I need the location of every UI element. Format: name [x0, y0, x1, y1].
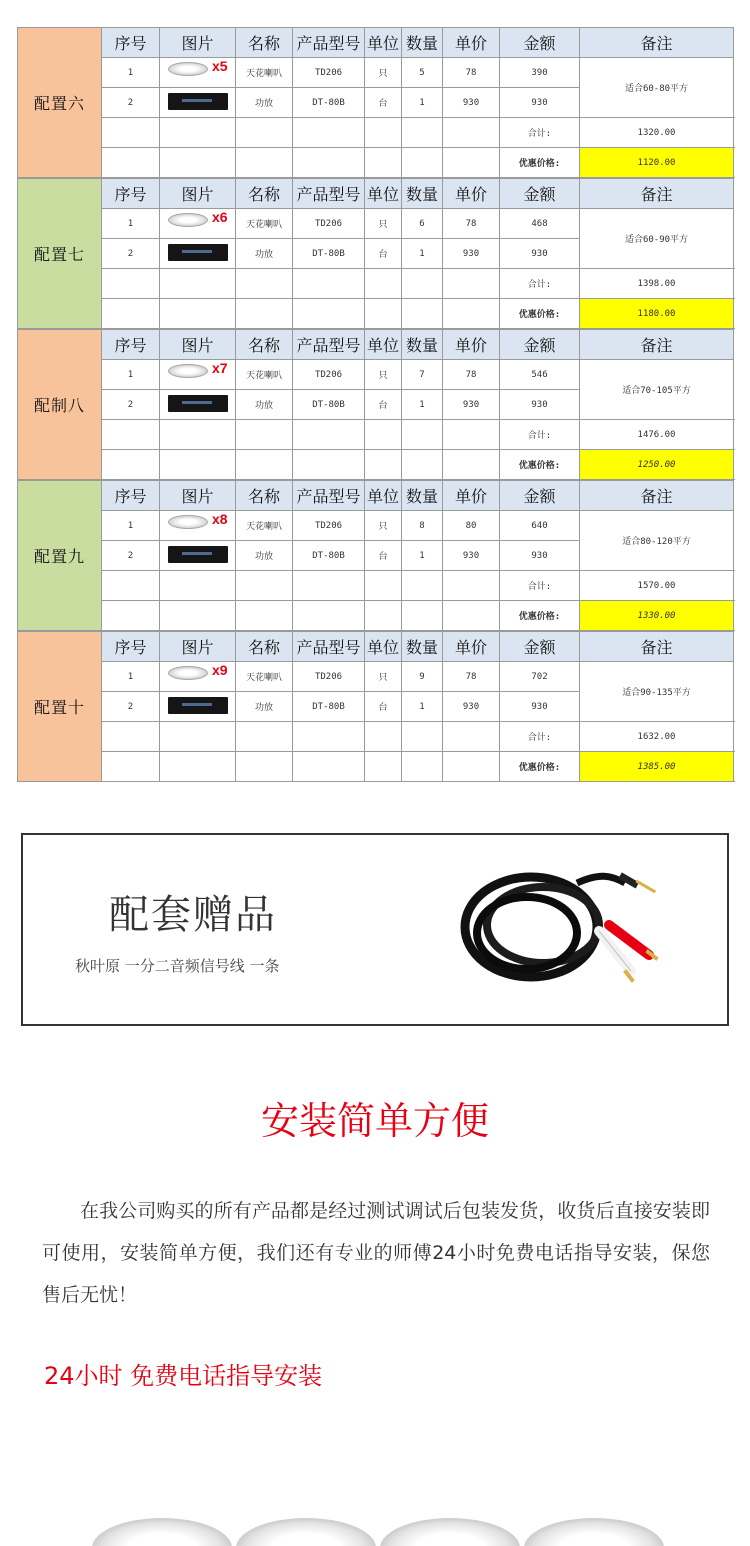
column-header: 名称 [236, 481, 293, 511]
column-header: 数量 [402, 632, 443, 662]
empty-cell [443, 722, 500, 752]
empty-cell [402, 299, 443, 329]
amplifier-thumbnail [168, 697, 228, 714]
config-label: 配置九 [18, 481, 102, 631]
empty-cell [236, 722, 293, 752]
discount-price: 1385.00 [580, 752, 734, 782]
empty-cell [102, 118, 160, 148]
item-unit-price: 930 [443, 239, 500, 269]
empty-cell [102, 601, 160, 631]
ceiling-speaker-thumbnail [168, 515, 208, 529]
empty-cell [102, 299, 160, 329]
empty-cell [160, 148, 236, 178]
item-index: 2 [102, 88, 160, 118]
empty-cell [293, 601, 365, 631]
column-header: 数量 [402, 481, 443, 511]
amplifier-thumbnail [168, 244, 228, 261]
empty-cell [293, 148, 365, 178]
quantity-badge: x9 [212, 662, 228, 678]
item-amount: 390 [500, 58, 580, 88]
empty-cell [236, 450, 293, 480]
empty-cell [293, 722, 365, 752]
config-label: 配置七 [18, 179, 102, 329]
column-header: 备注 [580, 28, 734, 58]
empty-cell [160, 752, 236, 782]
empty-cell [443, 148, 500, 178]
item-index: 1 [102, 58, 160, 88]
item-image-cell [160, 88, 236, 118]
ceiling-speaker-gallery [0, 1508, 750, 1546]
item-unit-price: 80 [443, 511, 500, 541]
config-table [17, 480, 734, 631]
empty-cell [236, 299, 293, 329]
empty-cell [160, 420, 236, 450]
item-name: 天花喇叭 [236, 511, 293, 541]
config-label: 配置十 [18, 632, 102, 782]
item-quantity: 6 [402, 209, 443, 239]
item-unit: 只 [365, 511, 402, 541]
empty-cell [443, 571, 500, 601]
ceiling-speaker-thumbnail [168, 666, 208, 680]
speaker-photo [92, 1518, 232, 1546]
column-header: 金额 [500, 28, 580, 58]
item-model: TD206 [293, 209, 365, 239]
item-image-cell [160, 209, 236, 239]
item-unit-price: 930 [443, 88, 500, 118]
item-index: 1 [102, 511, 160, 541]
subtotal-value: 1570.00 [580, 571, 734, 601]
quantity-badge: x5 [212, 58, 228, 74]
item-name: 功放 [236, 692, 293, 722]
empty-cell [293, 450, 365, 480]
column-header: 单价 [443, 330, 500, 360]
column-header: 单价 [443, 179, 500, 209]
hotline-banner: 24小时 免费电话指导安装 [44, 1362, 323, 1390]
empty-cell [365, 722, 402, 752]
discount-label: 优惠价格: [500, 450, 580, 480]
discount-price: 1330.00 [580, 601, 734, 631]
item-index: 2 [102, 239, 160, 269]
gift-panel [21, 833, 729, 1026]
empty-cell [443, 450, 500, 480]
item-model: DT-80B [293, 88, 365, 118]
remark-text: 适合60-90平方 [580, 209, 734, 269]
config-table [17, 329, 734, 480]
speaker-photo [380, 1518, 520, 1546]
empty-cell [102, 450, 160, 480]
empty-cell [160, 722, 236, 752]
item-name: 功放 [236, 541, 293, 571]
discount-label: 优惠价格: [500, 601, 580, 631]
column-header: 金额 [500, 481, 580, 511]
item-unit-price: 78 [443, 662, 500, 692]
column-header: 图片 [160, 28, 236, 58]
item-model: DT-80B [293, 541, 365, 571]
item-image-cell [160, 360, 236, 390]
empty-cell [102, 420, 160, 450]
column-header: 单位 [365, 330, 402, 360]
item-model: DT-80B [293, 239, 365, 269]
amplifier-thumbnail [168, 546, 228, 563]
configuration-tables [17, 27, 733, 782]
column-header: 金额 [500, 330, 580, 360]
column-header: 名称 [236, 632, 293, 662]
config-table [17, 631, 734, 782]
empty-cell [365, 420, 402, 450]
empty-cell [293, 299, 365, 329]
empty-cell [402, 269, 443, 299]
column-header: 备注 [580, 481, 734, 511]
column-header: 金额 [500, 179, 580, 209]
item-unit-price: 930 [443, 541, 500, 571]
item-amount: 930 [500, 541, 580, 571]
empty-cell [402, 450, 443, 480]
item-name: 功放 [236, 88, 293, 118]
item-unit-price: 930 [443, 390, 500, 420]
column-header: 图片 [160, 632, 236, 662]
item-unit: 台 [365, 390, 402, 420]
subtotal-value: 1398.00 [580, 269, 734, 299]
item-model: TD206 [293, 662, 365, 692]
subtotal-label: 合计: [500, 269, 580, 299]
empty-cell [236, 148, 293, 178]
empty-cell [402, 722, 443, 752]
remark-text: 适合70-105平方 [580, 360, 734, 420]
empty-cell [293, 420, 365, 450]
empty-cell [443, 601, 500, 631]
speaker-photo [236, 1518, 376, 1546]
config-table [17, 27, 734, 178]
column-header: 图片 [160, 481, 236, 511]
item-model: DT-80B [293, 390, 365, 420]
item-index: 1 [102, 360, 160, 390]
item-name: 天花喇叭 [236, 58, 293, 88]
item-amount: 546 [500, 360, 580, 390]
item-unit: 只 [365, 360, 402, 390]
discount-price: 1250.00 [580, 450, 734, 480]
quantity-badge: x6 [212, 209, 228, 225]
item-amount: 930 [500, 692, 580, 722]
discount-price: 1120.00 [580, 148, 734, 178]
item-unit: 只 [365, 58, 402, 88]
empty-cell [293, 571, 365, 601]
subtotal-label: 合计: [500, 118, 580, 148]
empty-cell [443, 269, 500, 299]
item-quantity: 1 [402, 239, 443, 269]
empty-cell [365, 148, 402, 178]
item-image-cell [160, 692, 236, 722]
ceiling-speaker-thumbnail [168, 62, 208, 76]
item-name: 天花喇叭 [236, 209, 293, 239]
empty-cell [102, 752, 160, 782]
item-amount: 468 [500, 209, 580, 239]
amplifier-thumbnail [168, 93, 228, 110]
item-unit-price: 78 [443, 58, 500, 88]
item-image-cell [160, 662, 236, 692]
column-header: 金额 [500, 632, 580, 662]
item-amount: 640 [500, 511, 580, 541]
empty-cell [160, 299, 236, 329]
column-header: 数量 [402, 179, 443, 209]
install-description: 在我公司购买的所有产品都是经过测试调试后包装发货，收货后直接安装即可使用，安装简单方便，我们还有专业的师傅24小时免费电话指导安装，保您售后无忧！ [42, 1200, 710, 1306]
item-image-cell [160, 541, 236, 571]
item-unit: 台 [365, 239, 402, 269]
config-table [17, 178, 734, 329]
column-header: 图片 [160, 179, 236, 209]
subtotal-label: 合计: [500, 571, 580, 601]
empty-cell [402, 420, 443, 450]
gift-description: 秋叶原 一分二音频信号线 一条 [75, 957, 280, 975]
empty-cell [102, 571, 160, 601]
empty-cell [365, 752, 402, 782]
empty-cell [236, 752, 293, 782]
item-amount: 702 [500, 662, 580, 692]
item-name: 天花喇叭 [236, 662, 293, 692]
empty-cell [365, 118, 402, 148]
item-image-cell [160, 390, 236, 420]
empty-cell [402, 148, 443, 178]
config-label: 配置六 [18, 28, 102, 178]
audio-cable-image [459, 855, 673, 1003]
column-header: 备注 [580, 632, 734, 662]
empty-cell [236, 571, 293, 601]
empty-cell [293, 269, 365, 299]
empty-cell [102, 269, 160, 299]
item-quantity: 5 [402, 58, 443, 88]
remark-text: 适合90-135平方 [580, 662, 734, 722]
column-header: 数量 [402, 28, 443, 58]
ceiling-speaker-thumbnail [168, 364, 208, 378]
empty-cell [160, 269, 236, 299]
item-quantity: 1 [402, 541, 443, 571]
item-image-cell [160, 239, 236, 269]
amplifier-thumbnail [168, 395, 228, 412]
empty-cell [443, 752, 500, 782]
item-model: TD206 [293, 58, 365, 88]
item-model: DT-80B [293, 692, 365, 722]
empty-cell [236, 420, 293, 450]
subtotal-label: 合计: [500, 722, 580, 752]
subtotal-value: 1476.00 [580, 420, 734, 450]
empty-cell [365, 601, 402, 631]
column-header: 单价 [443, 632, 500, 662]
empty-cell [102, 722, 160, 752]
discount-label: 优惠价格: [500, 148, 580, 178]
empty-cell [293, 752, 365, 782]
item-quantity: 8 [402, 511, 443, 541]
empty-cell [402, 118, 443, 148]
empty-cell [160, 450, 236, 480]
remark-text: 适合60-80平方 [580, 58, 734, 118]
item-image-cell [160, 58, 236, 88]
item-index: 2 [102, 541, 160, 571]
item-unit-price: 78 [443, 209, 500, 239]
item-index: 2 [102, 692, 160, 722]
item-index: 1 [102, 209, 160, 239]
column-header: 名称 [236, 28, 293, 58]
empty-cell [236, 269, 293, 299]
item-quantity: 1 [402, 390, 443, 420]
empty-cell [160, 601, 236, 631]
column-header: 名称 [236, 330, 293, 360]
item-index: 1 [102, 662, 160, 692]
column-header: 备注 [580, 330, 734, 360]
column-header: 单价 [443, 481, 500, 511]
column-header: 单位 [365, 481, 402, 511]
item-amount: 930 [500, 239, 580, 269]
column-header: 产品型号 [293, 179, 365, 209]
column-header: 产品型号 [293, 481, 365, 511]
empty-cell [102, 148, 160, 178]
item-unit-price: 930 [443, 692, 500, 722]
empty-cell [236, 601, 293, 631]
item-quantity: 1 [402, 692, 443, 722]
empty-cell [402, 601, 443, 631]
item-unit: 台 [365, 541, 402, 571]
column-header: 序号 [102, 179, 160, 209]
empty-cell [402, 571, 443, 601]
empty-cell [365, 269, 402, 299]
column-header: 产品型号 [293, 330, 365, 360]
column-header: 序号 [102, 632, 160, 662]
discount-price: 1180.00 [580, 299, 734, 329]
item-unit-price: 78 [443, 360, 500, 390]
item-model: TD206 [293, 360, 365, 390]
column-header: 单位 [365, 28, 402, 58]
discount-label: 优惠价格: [500, 299, 580, 329]
discount-label: 优惠价格: [500, 752, 580, 782]
gift-title: 配套赠品 [109, 892, 277, 938]
item-amount: 930 [500, 390, 580, 420]
subtotal-value: 1320.00 [580, 118, 734, 148]
empty-cell [443, 420, 500, 450]
column-header: 名称 [236, 179, 293, 209]
item-name: 天花喇叭 [236, 360, 293, 390]
item-name: 功放 [236, 390, 293, 420]
item-quantity: 1 [402, 88, 443, 118]
empty-cell [160, 571, 236, 601]
empty-cell [365, 299, 402, 329]
empty-cell [236, 118, 293, 148]
empty-cell [443, 118, 500, 148]
empty-cell [402, 752, 443, 782]
column-header: 产品型号 [293, 28, 365, 58]
empty-cell [365, 450, 402, 480]
column-header: 单位 [365, 179, 402, 209]
column-header: 备注 [580, 179, 734, 209]
column-header: 产品型号 [293, 632, 365, 662]
item-name: 功放 [236, 239, 293, 269]
column-header: 单价 [443, 28, 500, 58]
install-title: 安装简单方便 [260, 1099, 489, 1143]
item-unit: 只 [365, 209, 402, 239]
item-quantity: 7 [402, 360, 443, 390]
quantity-badge: x8 [212, 511, 228, 527]
item-index: 2 [102, 390, 160, 420]
ceiling-speaker-thumbnail [168, 213, 208, 227]
column-header: 序号 [102, 481, 160, 511]
remark-text: 适合80-120平方 [580, 511, 734, 571]
item-unit: 只 [365, 662, 402, 692]
column-header: 序号 [102, 28, 160, 58]
empty-cell [443, 299, 500, 329]
empty-cell [293, 118, 365, 148]
item-amount: 930 [500, 88, 580, 118]
speaker-photo [524, 1518, 664, 1546]
config-label: 配制八 [18, 330, 102, 480]
empty-cell [160, 118, 236, 148]
column-header: 图片 [160, 330, 236, 360]
item-image-cell [160, 511, 236, 541]
item-model: TD206 [293, 511, 365, 541]
empty-cell [365, 571, 402, 601]
item-quantity: 9 [402, 662, 443, 692]
item-unit: 台 [365, 692, 402, 722]
quantity-badge: x7 [212, 360, 228, 376]
column-header: 单位 [365, 632, 402, 662]
column-header: 序号 [102, 330, 160, 360]
subtotal-label: 合计: [500, 420, 580, 450]
subtotal-value: 1632.00 [580, 722, 734, 752]
item-unit: 台 [365, 88, 402, 118]
column-header: 数量 [402, 330, 443, 360]
